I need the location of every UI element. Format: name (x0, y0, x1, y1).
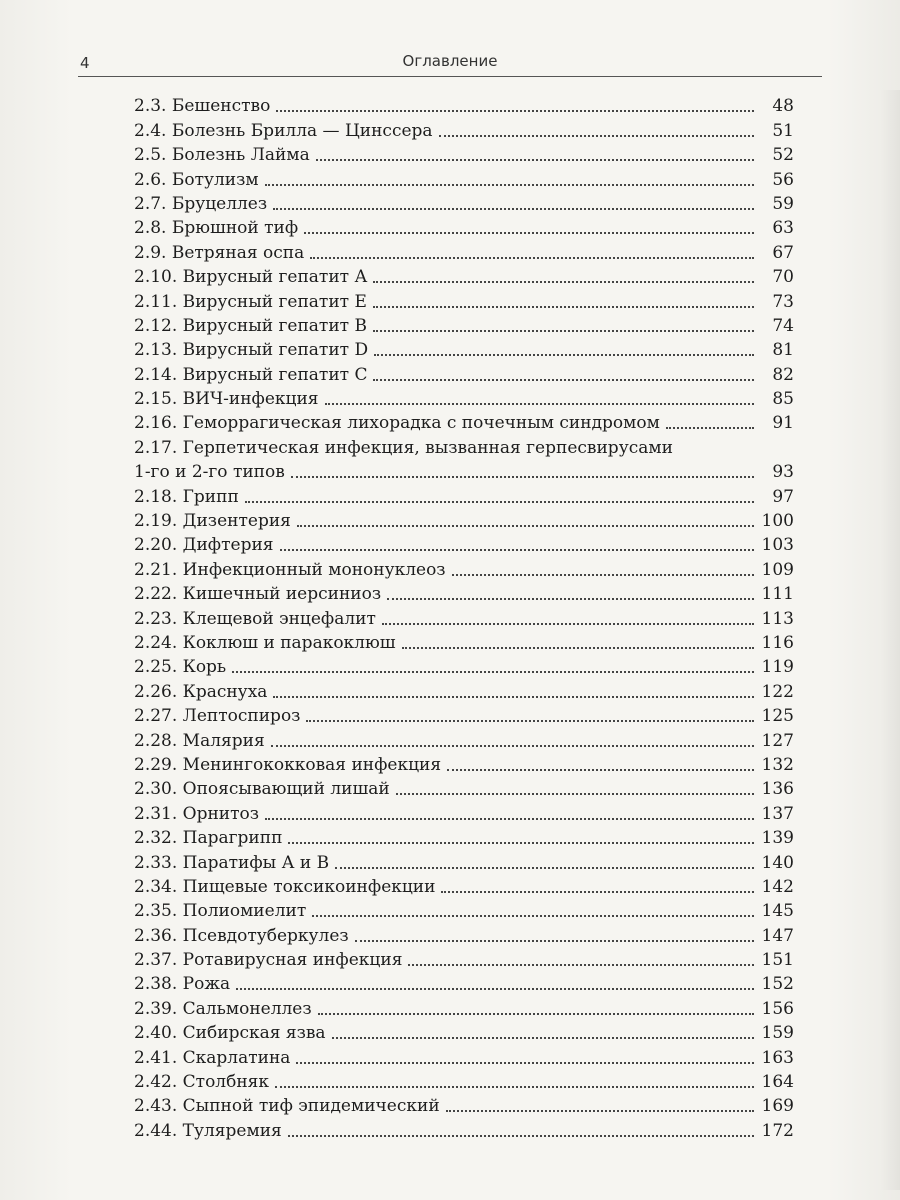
toc-entry (134, 875, 794, 899)
dot-leader (312, 915, 754, 917)
toc-entry (134, 362, 794, 386)
toc-entry-title: 2.40. Сибирская язва (134, 1023, 326, 1044)
toc-entry-page-number: 147 (761, 925, 794, 946)
toc-entry-title: 2.11. Вирусный гепатит Е (134, 291, 367, 312)
toc-entry-title: 2.35. Полиомиелит (134, 901, 307, 922)
toc-entry-page-number: 109 (761, 559, 794, 580)
toc-entry (134, 167, 794, 191)
toc-entry-title: 2.19. Дизентерия (134, 511, 291, 532)
toc-entry-page-number: 93 (772, 462, 794, 483)
dot-leader (276, 110, 754, 112)
dot-leader (373, 306, 754, 308)
dot-leader (275, 1086, 754, 1088)
toc-entry-page-number: 100 (761, 511, 794, 532)
toc-entry-title: 2.43. Сыпной тиф эпидемический (134, 1096, 440, 1117)
toc-entry-page-number: 70 (772, 267, 794, 288)
toc-entry (134, 1045, 794, 1069)
dot-leader (316, 159, 754, 161)
toc-entry-page-number: 103 (761, 535, 794, 556)
toc-entry (134, 484, 794, 508)
toc-entry-title: 2.8. Брюшной тиф (134, 218, 299, 239)
toc-entry-page-number: 139 (761, 828, 794, 849)
toc-entry (134, 118, 794, 142)
toc-entry-title: 2.39. Сальмонеллез (134, 998, 312, 1019)
toc-entry-title: 2.42. Столбняк (134, 1072, 270, 1093)
toc-entry-title: 2.9. Ветряная оспа (134, 242, 305, 263)
toc-entry (134, 94, 794, 118)
toc-entry-page-number: 172 (761, 1120, 794, 1141)
toc-entry (134, 289, 794, 313)
toc-entry-title: 2.24. Коклюш и паракоклюш (134, 632, 396, 653)
toc-entry-page-number: 59 (772, 193, 794, 214)
toc-entry-title: 2.31. Орнитоз (134, 803, 260, 824)
dot-leader (265, 818, 754, 820)
toc-entry (134, 240, 794, 264)
toc-entry-title: 2.12. Вирусный гепатит В (134, 315, 367, 336)
toc-entry-page-number: 142 (761, 876, 794, 897)
toc-entry-page-number: 164 (761, 1072, 794, 1093)
toc-entry-title: 2.23. Клещевой энцефалит (134, 608, 376, 629)
toc-entry-title: 1-го и 2-го типов (134, 462, 285, 483)
toc-entry (134, 606, 794, 630)
toc-entry-title: 2.10. Вирусный гепатит А (134, 267, 368, 288)
toc-entry-title: 2.7. Бруцеллез (134, 193, 268, 214)
toc-entry (134, 899, 794, 923)
toc-entry-title: 2.15. ВИЧ-инфекция (134, 389, 319, 410)
toc-entry (134, 826, 794, 850)
dot-leader (387, 598, 754, 600)
toc-entry (134, 1094, 794, 1118)
dot-leader (318, 1013, 754, 1015)
toc-entry-title: 2.5. Болезнь Лайма (134, 145, 310, 166)
toc-entry-page-number: 56 (772, 169, 794, 190)
toc-entry-title: 2.6. Ботулизм (134, 169, 259, 190)
dot-leader (265, 184, 754, 186)
toc-entry (134, 1070, 794, 1094)
dot-leader (288, 1135, 754, 1137)
toc-entry (134, 704, 794, 728)
dot-leader (447, 769, 754, 771)
toc-entry-title: 2.27. Лептоспироз (134, 706, 301, 727)
toc-entry (134, 265, 794, 289)
toc-entry-title: 2.26. Краснуха (134, 681, 268, 702)
toc-entry-title: 2.25. Корь (134, 657, 227, 678)
toc-entry-page-number: 132 (761, 754, 794, 775)
toc-entry (134, 996, 794, 1020)
toc-entry-page-number: 122 (761, 681, 794, 702)
toc-entry-page-number: 113 (761, 608, 794, 629)
table-of-contents (134, 94, 794, 1143)
toc-entry-title: 2.20. Дифтерия (134, 535, 274, 556)
toc-entry-page-number: 74 (772, 315, 794, 336)
toc-entry (134, 338, 794, 362)
dot-leader (236, 988, 754, 990)
toc-entry-page-number: 127 (761, 730, 794, 751)
toc-entry-title: 2.32. Парагрипп (134, 828, 283, 849)
toc-entry (134, 655, 794, 679)
toc-entry-page-number: 125 (761, 706, 794, 727)
toc-entry (134, 972, 794, 996)
dot-leader (271, 745, 754, 747)
dot-leader (280, 549, 754, 551)
dot-leader (373, 379, 754, 381)
dot-leader (232, 671, 754, 673)
toc-entry (134, 411, 794, 435)
toc-entry (134, 192, 794, 216)
dot-leader (288, 842, 754, 844)
toc-entry (134, 777, 794, 801)
toc-entry-title: 2.13. Вирусный гепатит D (134, 340, 369, 361)
toc-entry (134, 387, 794, 411)
toc-entry (134, 728, 794, 752)
dot-leader (297, 525, 754, 527)
dot-leader (373, 330, 754, 332)
toc-entry-title: 2.34. Пищевые токсикоинфекции (134, 876, 436, 897)
toc-entry-page-number: 136 (761, 779, 794, 800)
dot-leader (304, 232, 754, 234)
toc-entry-title: 2.18. Грипп (134, 486, 239, 507)
toc-entry-title: 2.44. Туляремия (134, 1120, 282, 1141)
toc-entry-page-number: 91 (772, 413, 794, 434)
toc-entry-page-number: 111 (761, 584, 794, 605)
toc-entry-page-number: 85 (772, 389, 794, 410)
dot-leader (402, 647, 754, 649)
toc-entry-title: 2.14. Вирусный гепатит С (134, 364, 368, 385)
dot-leader (396, 793, 754, 795)
dot-leader (452, 574, 754, 576)
toc-entry-page-number: 81 (772, 340, 794, 361)
toc-entry-title: 2.38. Рожа (134, 974, 231, 995)
dot-leader (332, 1037, 754, 1039)
toc-entry-page-number: 63 (772, 218, 794, 239)
toc-entry (134, 460, 794, 484)
toc-entry-title: 2.30. Опоясывающий лишай (134, 779, 390, 800)
dot-leader (273, 208, 754, 210)
toc-entry-page-number: 159 (761, 1023, 794, 1044)
dot-leader (373, 281, 754, 283)
toc-entry (134, 435, 794, 459)
dot-leader (439, 135, 754, 137)
running-title: Оглавление (402, 52, 498, 70)
dot-leader (446, 1110, 754, 1112)
toc-entry-title: 2.4. Болезнь Брилла — Цинссера (134, 120, 433, 141)
toc-entry (134, 850, 794, 874)
dot-leader (291, 476, 754, 478)
toc-entry (134, 509, 794, 533)
header-rule (78, 76, 822, 77)
toc-entry-title: 2.33. Паратифы А и В (134, 852, 330, 873)
toc-entry-title: 2.28. Малярия (134, 730, 265, 751)
dot-leader (382, 623, 754, 625)
page-edge-shadow (880, 90, 900, 1190)
toc-entry-page-number: 169 (761, 1096, 794, 1117)
dot-leader (335, 867, 754, 869)
toc-entry (134, 216, 794, 240)
toc-entry-title: 2.22. Кишечный иерсиниоз (134, 584, 382, 605)
toc-entry-page-number: 73 (772, 291, 794, 312)
toc-entry (134, 923, 794, 947)
toc-entry (134, 557, 794, 581)
toc-entry (134, 948, 794, 972)
toc-entry-title: 2.41. Скарлатина (134, 1047, 291, 1068)
toc-entry (134, 143, 794, 167)
toc-entry (134, 753, 794, 777)
toc-entry-page-number: 67 (772, 242, 794, 263)
toc-entry-title: 2.21. Инфекционный мононуклеоз (134, 559, 446, 580)
toc-entry (134, 533, 794, 557)
toc-entry-page-number: 152 (761, 974, 794, 995)
toc-entry-page-number: 145 (761, 901, 794, 922)
toc-entry-page-number: 119 (761, 657, 794, 678)
toc-entry (134, 1118, 794, 1142)
dot-leader (245, 501, 754, 503)
toc-entry-title: 2.29. Менингококковая инфекция (134, 754, 442, 775)
dot-leader (296, 1062, 754, 1064)
page-header (78, 48, 822, 74)
toc-entry-page-number: 97 (772, 486, 794, 507)
dot-leader (355, 940, 754, 942)
dot-leader (408, 964, 754, 966)
toc-entry-title: 2.17. Герпетическая инфекция, вызванная герпесвирусами (134, 437, 673, 458)
toc-entry-page-number: 151 (761, 950, 794, 971)
dot-leader (325, 403, 754, 405)
toc-entry-title: 2.3. Бешенство (134, 96, 271, 117)
dot-leader (441, 891, 754, 893)
toc-entry (134, 582, 794, 606)
toc-entry-page-number: 51 (772, 120, 794, 141)
toc-entry-page-number: 156 (761, 998, 794, 1019)
toc-entry-title: 2.36. Псевдотуберкулез (134, 925, 349, 946)
toc-entry-page-number: 140 (761, 852, 794, 873)
toc-entry (134, 631, 794, 655)
toc-entry-page-number: 52 (772, 145, 794, 166)
dot-leader (306, 720, 754, 722)
dot-leader (273, 696, 754, 698)
toc-entry (134, 679, 794, 703)
toc-entry (134, 1021, 794, 1045)
dot-leader (310, 257, 754, 259)
toc-entry-page-number: 116 (761, 632, 794, 653)
dot-leader (374, 354, 754, 356)
page-number: 4 (80, 54, 90, 72)
toc-entry-title: 2.37. Ротавирусная инфекция (134, 950, 403, 971)
toc-entry-page-number: 163 (761, 1047, 794, 1068)
toc-entry-page-number: 48 (772, 96, 794, 117)
dot-leader (666, 427, 754, 429)
toc-entry-page-number: 82 (772, 364, 794, 385)
toc-entry (134, 314, 794, 338)
toc-entry-title: 2.16. Геморрагическая лихорадка с почечным синдромом (134, 413, 660, 434)
toc-entry-page-number: 137 (761, 803, 794, 824)
toc-entry (134, 801, 794, 825)
